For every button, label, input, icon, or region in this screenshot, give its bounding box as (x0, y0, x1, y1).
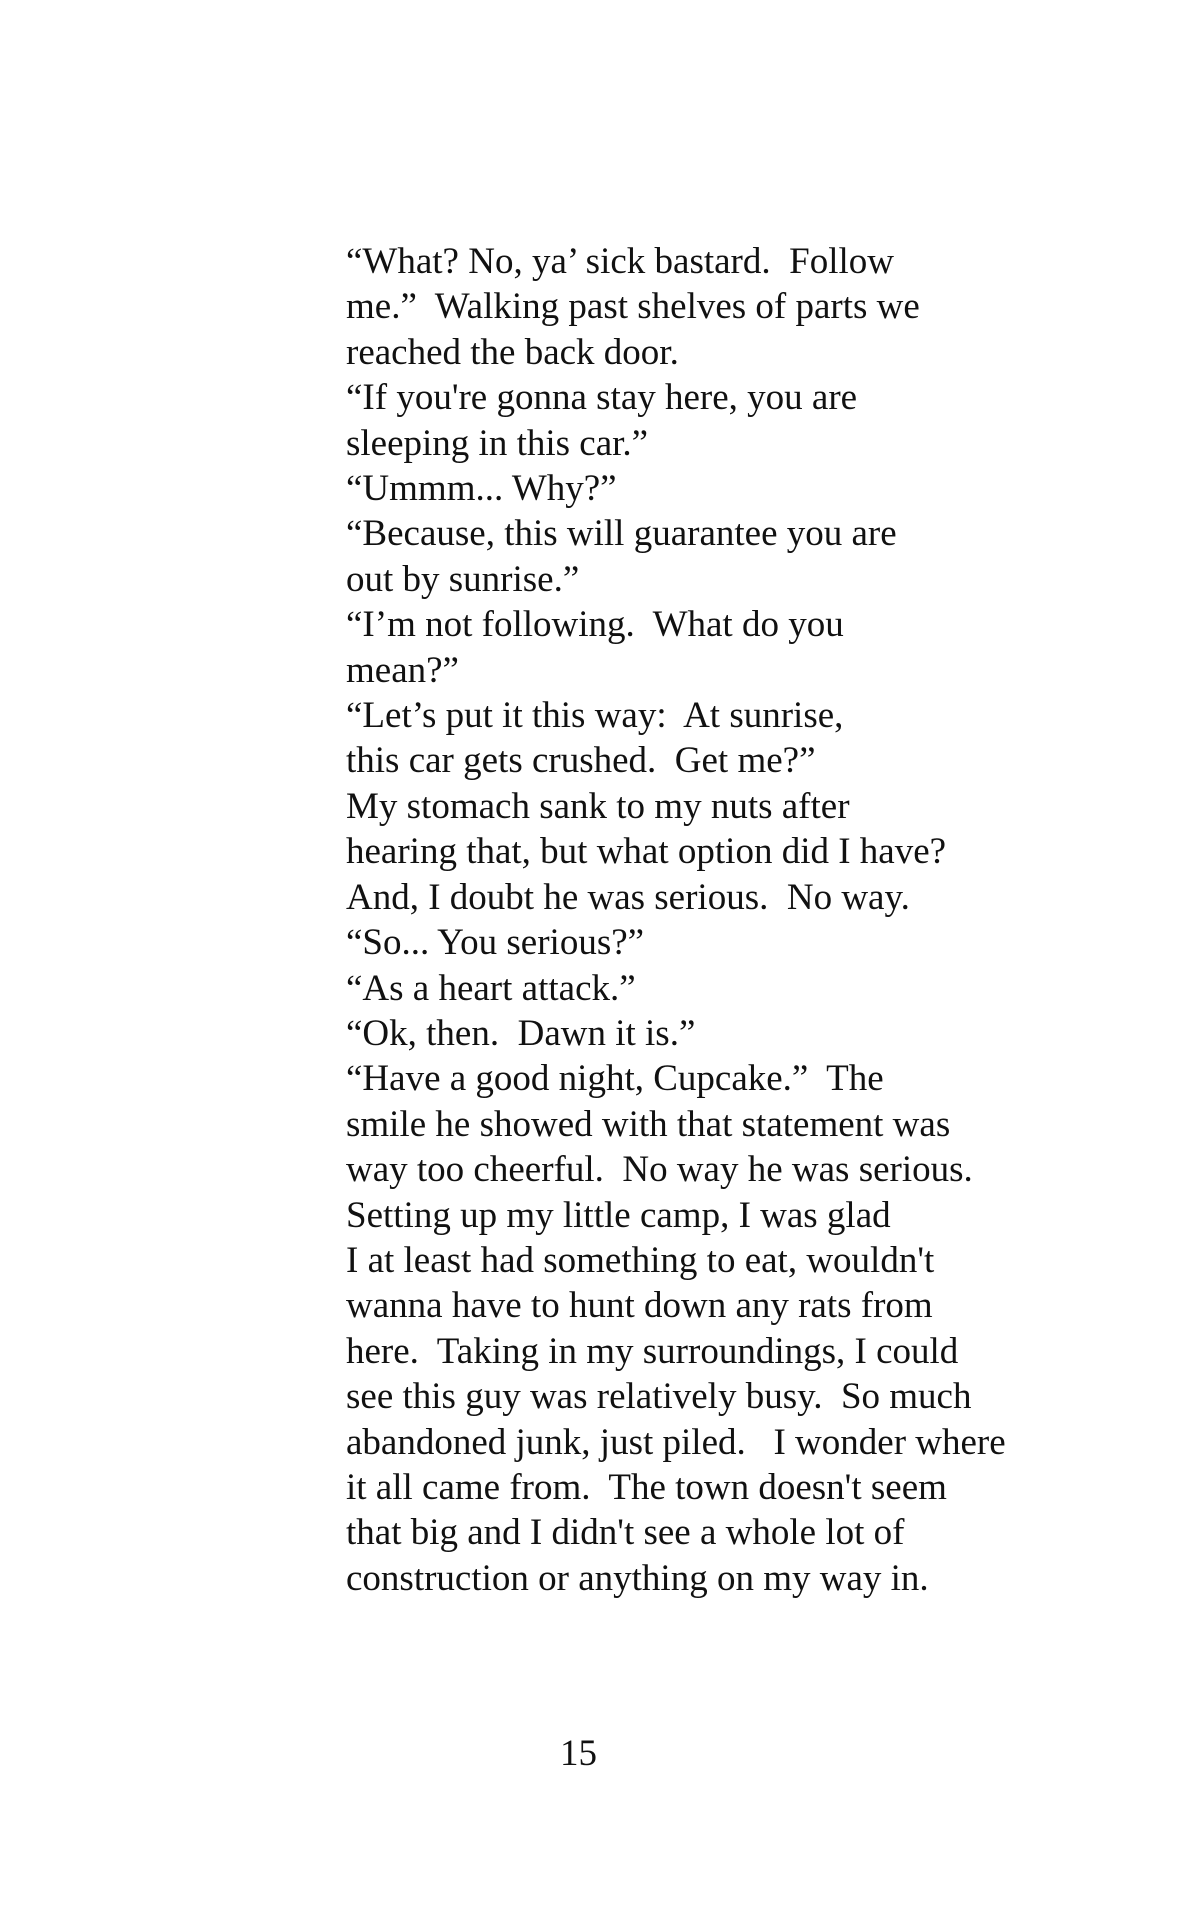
text-line: “So... You serious?” (346, 922, 645, 964)
text-line: “As a heart attack.” (346, 967, 636, 1009)
text-line: out by sunrise.” (346, 558, 580, 600)
text-line: “I’m not following. What do you (346, 604, 844, 646)
text-line: reached the back door. (346, 331, 679, 373)
paragraph (234, 511, 944, 602)
text-line: me.” Walking past shelves of parts we (346, 286, 920, 328)
text-line: abandoned junk, just piled. I wonder where (346, 1421, 1006, 1463)
text-line: “Because, this will guarantee you are (346, 513, 897, 555)
paragraph (234, 966, 944, 1011)
text-line: I at least had something to eat, wouldn't (346, 1239, 935, 1281)
text-line: “If you're gonna stay here, you are (346, 377, 858, 419)
text-line: Setting up my little camp, I was glad (346, 1194, 891, 1236)
text-line: way too cheerful. No way he was serious. (346, 1149, 973, 1191)
paragraph (234, 784, 947, 920)
text-line: it all came from. The town doesn't seem (346, 1466, 947, 1508)
text-line: “What? No, ya’ sick bastard. Follow (346, 241, 894, 282)
text-line: hearing that, but what option did I have? (346, 831, 947, 873)
paragraph (234, 602, 944, 693)
paragraph (234, 693, 944, 784)
text-line: sleeping in this car.” (346, 422, 649, 464)
paragraph (234, 1056, 973, 1192)
paragraph (234, 239, 944, 375)
text-line: My stomach sank to my nuts after (346, 785, 850, 827)
text-line: here. Taking in my surroundings, I could (346, 1330, 959, 1372)
paragraph (234, 375, 944, 466)
text-line: “Ummm... Why?” (346, 468, 617, 510)
text-line: that big and I didn't see a whole lot of (346, 1512, 905, 1554)
text-line: “Ok, then. Dawn it is.” (346, 1012, 696, 1054)
paragraph (234, 1011, 944, 1056)
paragraph (234, 466, 944, 511)
text-line: And, I doubt he was serious. No way. (346, 876, 910, 918)
body-text (234, 239, 1006, 1601)
text-line: mean?” (346, 649, 459, 691)
paragraph (234, 920, 944, 965)
text-line: smile he showed with that statement was (346, 1103, 951, 1145)
text-line: wanna have to hunt down any rats from (346, 1285, 933, 1327)
text-line: “Let’s put it this way: At sunrise, (346, 695, 844, 737)
text-line: see this guy was relatively busy. So much (346, 1376, 972, 1418)
paragraph (234, 1193, 1006, 1602)
text-line: this car gets crushed. Get me?” (346, 740, 816, 782)
page-number: 15 (560, 1733, 597, 1774)
text-line: “Have a good night, Cupcake.” The (346, 1058, 884, 1100)
text-line: construction or anything on my way in. (346, 1557, 929, 1599)
